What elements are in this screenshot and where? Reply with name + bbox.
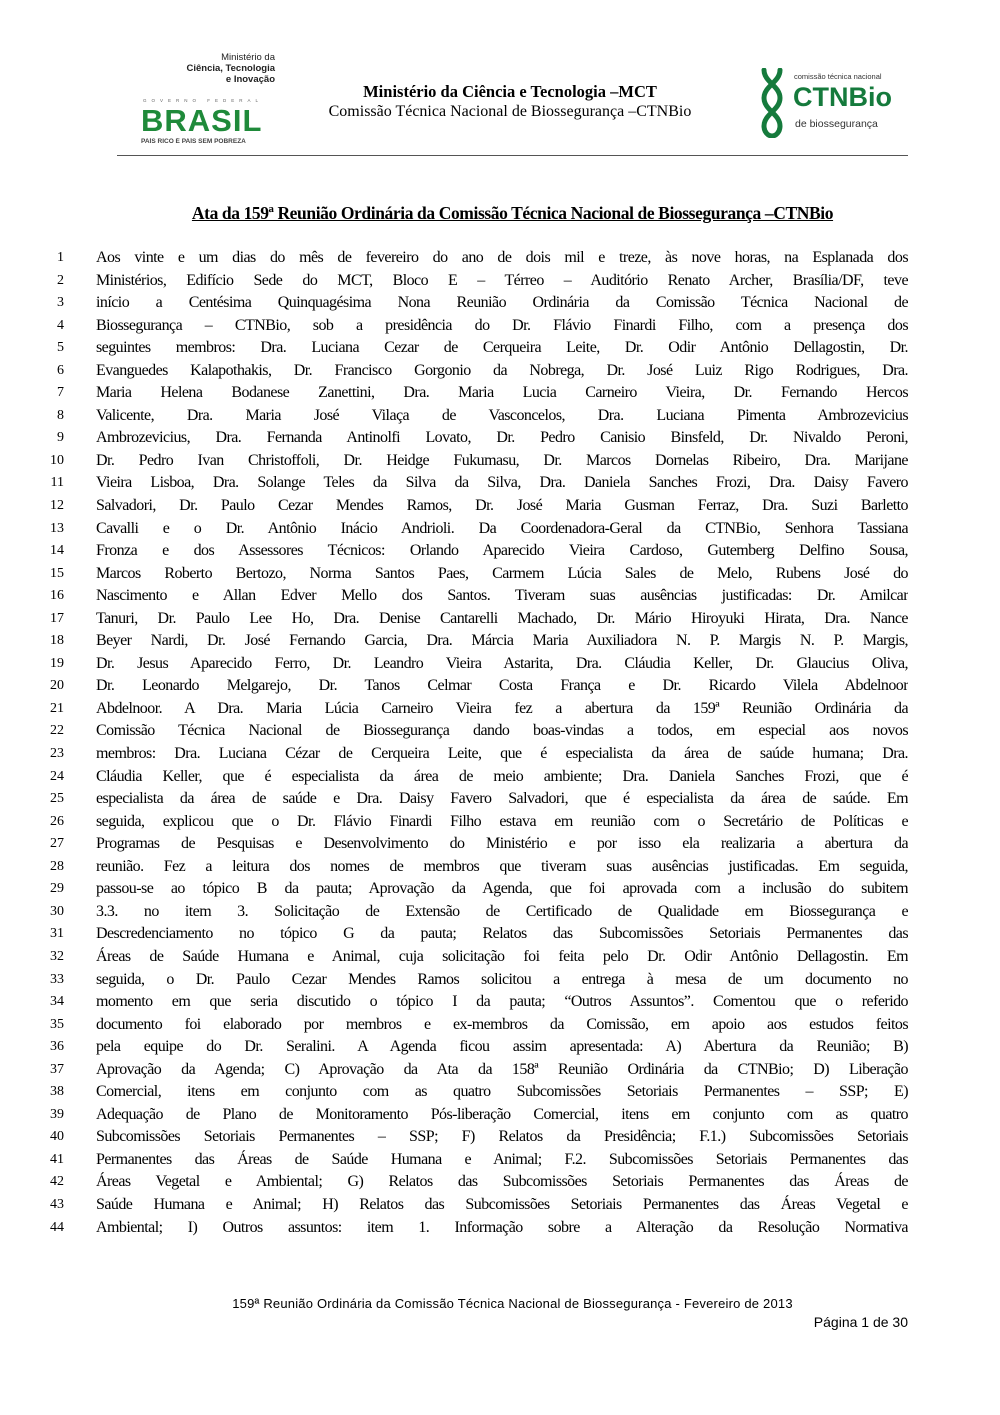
- line-number: 42: [50, 1174, 64, 1190]
- line-text: Programas de Pesquisas e Desenvolvimento do Ministério e por isso ela realizaria a abertura da: [96, 835, 908, 853]
- ctnbio-wordmark: CTNBio: [793, 82, 892, 112]
- line-number: 5: [57, 340, 64, 356]
- text-line: [40, 923, 910, 946]
- line-text: Nascimento e Allan Edver Mello dos Santos. Tiveram suas ausências justificadas: Dr. Amilcar: [96, 587, 908, 605]
- line-number: 19: [50, 655, 64, 671]
- text-line: [40, 450, 910, 473]
- line-number: 38: [50, 1084, 64, 1100]
- line-text: membros: Dra. Luciana Cézar de Cerqueira Leite, que é especialista da área de saúde humana; Dra.: [96, 745, 908, 763]
- line-text: Tanuri, Dr. Paulo Lee Ho, Dra. Denise Cantarelli Machado, Dr. Mário Hiroyuki Hirata, Dra. Nance: [96, 609, 908, 627]
- line-number: 14: [50, 543, 64, 559]
- line-text: documento foi elaborado por membros e ex-membros da Comissão, em apoio aos estudos feitos: [96, 1015, 908, 1033]
- text-line: [40, 811, 910, 834]
- line-text: pela equipe do Dr. Seralini. A Agenda ficou assim apresentada: A) Abertura da Reunião; B): [96, 1038, 908, 1056]
- text-line: [40, 743, 910, 766]
- line-text: Dr. Pedro Ivan Christoffoli, Dr. Heidge Fukumasu, Dr. Marcos Dornelas Ribeiro, Dra. Marijane: [96, 451, 908, 469]
- text-line: [40, 518, 910, 541]
- text-line: [40, 675, 910, 698]
- line-text: Permanentes das Áreas de Saúde Humana e Animal; F.2. Subcomissões Setoriais Permanentes das: [96, 1150, 908, 1168]
- text-line: [40, 1104, 910, 1127]
- line-number: 12: [50, 498, 64, 514]
- line-number: 15: [50, 565, 64, 581]
- line-number: 18: [50, 633, 64, 649]
- text-line: [40, 585, 910, 608]
- text-line: [40, 901, 910, 924]
- line-number: 28: [50, 858, 64, 874]
- text-line: [40, 337, 910, 360]
- line-text: Dr. Leonardo Melgarejo, Dr. Tanos Celmar Costa França e Dr. Ricardo Vilela Abdelnoor: [96, 677, 908, 695]
- line-number: 17: [50, 610, 64, 626]
- line-text: Beyer Nardi, Dr. José Fernando Garcia, Dra. Márcia Maria Auxiliadora N. P. Margis N. P. Margis,: [96, 632, 908, 650]
- line-text: Aprovação da Agenda; C) Aprovação da Ata da 158ª Reunião Ordinária da CTNBio; D) Liberação: [96, 1060, 908, 1078]
- text-line: [40, 833, 910, 856]
- line-text: momento em que seria discutido o tópico I da pauta; “Outros Assuntos”. Comentou que o referido: [96, 993, 908, 1011]
- line-number: 32: [50, 948, 64, 964]
- text-line: [40, 856, 910, 879]
- line-number: 30: [50, 903, 64, 919]
- text-line: [40, 1217, 910, 1240]
- mct-logo-line1: Ministério da: [221, 52, 275, 63]
- line-text: Áreas Vegetal e Ambiental; G) Relatos das Subcomissões Setoriais Permanentes das Áreas de: [96, 1173, 908, 1191]
- line-number: 40: [50, 1129, 64, 1145]
- line-number: 21: [50, 700, 64, 716]
- ctnbio-top-label: comissão técnica nacional: [794, 72, 882, 81]
- footer-page-number: Página 1 de 30: [813, 1314, 908, 1330]
- line-number: 41: [50, 1151, 64, 1167]
- text-line: [40, 1036, 910, 1059]
- text-line: [40, 292, 910, 315]
- text-line: [40, 720, 910, 743]
- text-line: [40, 540, 910, 563]
- text-line: [40, 495, 910, 518]
- line-number: 6: [57, 362, 64, 378]
- commission-name: Comissão Técnica Nacional de Biossegurança –CTNBio: [328, 103, 692, 120]
- text-line: [40, 1171, 910, 1194]
- text-line: [40, 766, 910, 789]
- line-text: Marcos Roberto Bertozo, Norma Santos Paes, Carmem Lúcia Sales de Melo, Rubens José do: [96, 564, 908, 582]
- text-line: [40, 1014, 910, 1037]
- brasil-slogan: PAÍS RICO É PAÍS SEM POBREZA: [141, 138, 246, 145]
- line-text: Valicente, Dra. Maria José Vilaça de Vasconcelos, Dra. Luciana Pimenta Ambrozevicius: [96, 406, 908, 424]
- line-text: Cavalli e o Dr. Antônio Inácio Andrioli. Da Coordenadora-Geral da CTNBio, Senhora Tassiana: [96, 519, 908, 537]
- line-text: Evanguedes Kalapothakis, Dr. Francisco Gorgonio da Nobrega, Dr. José Luiz Rigo Rodrigues, Dra.: [96, 361, 908, 379]
- line-text: seguida, explicou que o Dr. Flávio Finardi Filho estava em reunião com o Secretário de Políticas e: [96, 812, 908, 830]
- line-number: 10: [50, 452, 64, 468]
- line-text: Áreas de Saúde Humana e Animal, cuja solicitação foi feita pelo Dr. Odir Antônio Dellagostin. Em: [96, 947, 908, 965]
- line-text: Dr. Jesus Aparecido Ferro, Dr. Leandro Vieira Astarita, Dra. Cláudia Keller, Dr. Glaucius Oliva,: [96, 654, 908, 672]
- line-text: Cláudia Keller, que é especialista da área de meio ambiente; Dra. Daniela Sanches Frozi, que é: [96, 767, 908, 785]
- line-text: Adequação de Plano de Monitoramento Pós-liberação Comercial, itens em conjunto com as quatro: [96, 1105, 908, 1123]
- line-text: passou-se ao tópico B da pauta; Aprovação da Agenda, que foi aprovada com a inclusão do subitem: [96, 880, 908, 898]
- line-number: 3: [57, 295, 64, 311]
- mct-logo-line2: Ciência, Tecnologia: [186, 63, 275, 74]
- line-text: seguida, o Dr. Paulo Cezar Mendes Ramos solicitou a entrega à mesa de um documento no: [96, 970, 908, 988]
- line-number: 33: [50, 971, 64, 987]
- line-number: 34: [50, 994, 64, 1010]
- line-number: 31: [50, 926, 64, 942]
- line-number: 8: [57, 407, 64, 423]
- text-line: [40, 405, 910, 428]
- text-line: [40, 969, 910, 992]
- text-line: [40, 382, 910, 405]
- line-text: Vieira Lisboa, Dra. Solange Teles da Silva da Silva, Dra. Daniela Sanches Frozi, Dra. Daisy Favero: [96, 474, 908, 492]
- line-number: 39: [50, 1106, 64, 1122]
- line-number: 23: [50, 746, 64, 762]
- line-text: Ambiental; I) Outros assuntos: item 1. Informação sobre a Alteração da Resolução Normativa: [96, 1218, 908, 1236]
- line-number: 35: [50, 1016, 64, 1032]
- text-line: [40, 991, 910, 1014]
- brasil-wordmark: BRASIL: [141, 106, 263, 136]
- text-line: [40, 608, 910, 631]
- footer-meeting-label: 159ª Reunião Ordinária da Comissão Técnica Nacional de Biossegurança - Fevereiro de 2013: [232, 1296, 793, 1311]
- text-line: [40, 315, 910, 338]
- line-number: 37: [50, 1061, 64, 1077]
- line-number: 4: [57, 317, 64, 333]
- text-line: [40, 1126, 910, 1149]
- mct-brasil-logo: [117, 50, 277, 150]
- text-line: [40, 1081, 910, 1104]
- text-line: [40, 1059, 910, 1082]
- text-line: [40, 630, 910, 653]
- text-line: [40, 698, 910, 721]
- text-line: [40, 788, 910, 811]
- line-number: 11: [50, 475, 64, 491]
- header-divider: [117, 155, 908, 156]
- gov-federal-label: GOVERNO FEDERAL: [143, 98, 264, 103]
- ctnbio-dna-icon: [758, 68, 786, 138]
- line-number: 25: [50, 791, 64, 807]
- line-text: Comissão Técnica Nacional de Biossegurança dando boas-vindas a todos, em especial aos novos: [96, 722, 908, 740]
- line-text: Maria Helena Bodanese Zanettini, Dra. Maria Lucia Carneiro Vieira, Dr. Fernando Hercos: [96, 384, 908, 402]
- line-text: Descredenciamento no tópico G da pauta; Relatos das Subcomissões Setoriais Permanentes das: [96, 925, 908, 943]
- line-text: Biossegurança – CTNBio, sob a presidência do Dr. Flávio Finardi Filho, com a presença dos: [96, 316, 908, 334]
- line-number: 9: [57, 430, 64, 446]
- line-text: Ambrozevicius, Dra. Fernanda Antinolfi Lovato, Dr. Pedro Canisio Binsfeld, Dr. Nivaldo Peroni,: [96, 429, 908, 447]
- text-line: [40, 427, 910, 450]
- text-line: [40, 247, 910, 270]
- line-text: Comercial, itens em conjunto com as quatro Subcomissões Setoriais Permanentes – SSP; E): [96, 1083, 908, 1101]
- ctnbio-logo: [758, 68, 908, 138]
- line-text: especialista da área de saúde e Dra. Daisy Favero Salvadori, que é especialista da área de saúde. Em: [96, 790, 908, 808]
- text-line: [40, 270, 910, 293]
- text-line: [40, 653, 910, 676]
- line-text: início a Centésima Quinquagésima Nona Reunião Ordinária da Comissão Técnica Nacional de: [96, 294, 908, 312]
- line-number: 27: [50, 836, 64, 852]
- line-number: 20: [50, 678, 64, 694]
- ctnbio-sub-label: de biossegurança: [795, 118, 878, 130]
- line-number: 22: [50, 723, 64, 739]
- line-number: 29: [50, 881, 64, 897]
- line-number: 2: [57, 272, 64, 288]
- line-number: 43: [50, 1196, 64, 1212]
- text-line: [40, 472, 910, 495]
- minutes-body: [40, 247, 910, 1239]
- mct-logo-line3: e Inovação: [225, 74, 275, 85]
- line-text: Salvadori, Dr. Paulo Cezar Mendes Ramos, Dr. José Maria Gusman Ferraz, Dra. Suzi Barletto: [96, 497, 908, 515]
- line-number: 1: [57, 250, 64, 265]
- line-text: 3.3. no item 3. Solicitação de Extensão de Certificado de Qualidade em Biossegurança e: [96, 902, 908, 920]
- line-number: 26: [50, 813, 64, 829]
- text-line: [40, 563, 910, 586]
- text-line: [40, 1194, 910, 1217]
- text-line: [40, 360, 910, 383]
- document-title: Ata da 159ª Reunião Ordinária da Comissão Técnica Nacional de Biossegurança –CTNBio: [191, 203, 834, 223]
- ministry-name: Ministério da Ciência e Tecnologia –MCT: [363, 82, 657, 101]
- line-number: 7: [57, 385, 64, 401]
- line-text: reunião. Fez a leitura dos nomes de membros que tiveram suas ausências justificadas. Em seguida,: [96, 857, 908, 875]
- text-line: [40, 878, 910, 901]
- line-text: Subcomissões Setoriais Permanentes – SSP; F) Relatos da Presidência; F.1.) Subcomissões Setoriais: [96, 1128, 908, 1146]
- line-text: Aos vinte e um dias do mês de fevereiro do ano de dois mil e treze, às nove horas, na Esplanada dos: [96, 249, 908, 266]
- line-number: 24: [50, 768, 64, 784]
- line-text: Fronza e dos Assessores Técnicos: Orlando Aparecido Vieira Cardoso, Gutemberg Delfino Sousa,: [96, 542, 908, 560]
- line-number: 44: [50, 1219, 64, 1235]
- text-line: [40, 1149, 910, 1172]
- line-text: Abdelnoor. A Dra. Maria Lúcia Carneiro Vieira fez a abertura da 159ª Reunião Ordinária da: [96, 699, 908, 717]
- line-number: 16: [50, 588, 64, 604]
- line-number: 13: [50, 520, 64, 536]
- header-title-block: [280, 82, 740, 122]
- line-number: 36: [50, 1039, 64, 1055]
- line-text: Saúde Humana e Animal; H) Relatos das Subcomissões Setoriais Permanentes das Áreas Vegetal e: [96, 1195, 908, 1213]
- line-text: Ministérios, Edifício Sede do MCT, Bloco E – Térreo – Auditório Renato Archer, Brasília/DF, teve: [96, 271, 908, 289]
- line-text: seguintes membros: Dra. Luciana Cezar de Cerqueira Leite, Dr. Odir Antônio Dellagostin, Dr.: [96, 339, 908, 357]
- text-line: [40, 946, 910, 969]
- mct-logo-text: [117, 52, 275, 85]
